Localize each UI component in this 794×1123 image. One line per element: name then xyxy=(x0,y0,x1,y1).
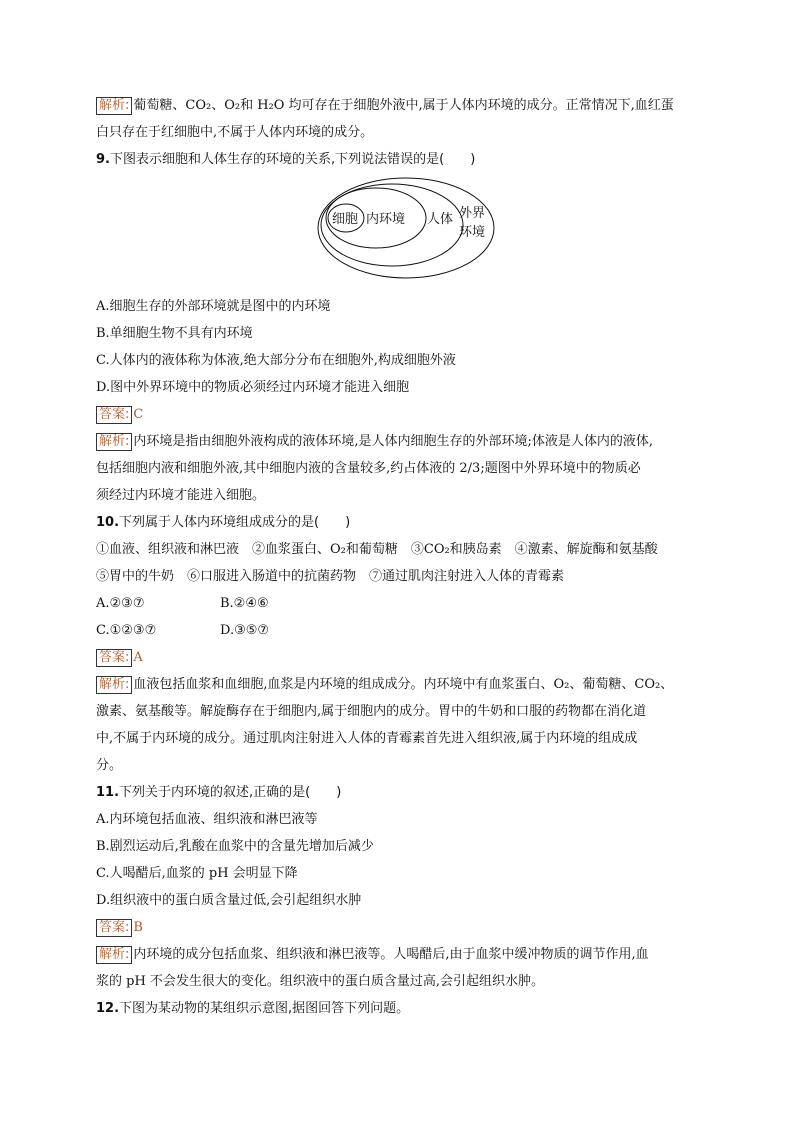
q9-analysis-line-3: 须经过内环境才能进入细胞。 xyxy=(96,488,266,503)
analysis-label: 解析: xyxy=(96,97,132,115)
document-page xyxy=(96,92,708,1022)
q10-options-row-2 xyxy=(96,617,708,644)
q11-option-b: B.剧烈运动后,乳酸在血浆中的含量先增加后减少 xyxy=(96,839,374,854)
q10-stem: 10.下列属于人体内环境组成成分的是( ) xyxy=(96,515,351,530)
q11-option-a: A.内环境包括血液、组织液和淋巴液等 xyxy=(96,812,318,827)
q10-analysis-line-3: 中,不属于内环境的成分。通过肌肉注射进入人体的青霉素首先进入组织液,属于内环境的组成成 xyxy=(96,731,638,746)
q11-stem: 11.下列关于内环境的叙述,正确的是( ) xyxy=(96,785,342,800)
q9-option-c: C.人体内的液体称为体液,绝大部分分布在细胞外,构成细胞外液 xyxy=(96,353,456,368)
q10-items-line-1: ①血液、组织液和淋巴液 ②血浆蛋白、O₂和葡萄糖 ③CO₂和胰岛素 ④激素、解旋酶和氨基酸 xyxy=(96,542,658,557)
q12-stem: 12.下图为某动物的某组织示意图,据图回答下列问题。 xyxy=(96,1001,410,1016)
q11-answer: 答案: B xyxy=(96,914,708,941)
q9-option-b: B.单细胞生物不具有内环境 xyxy=(96,326,253,341)
q10-option-d: D.③⑤⑦ xyxy=(220,623,270,638)
q10-answer: 答案: A xyxy=(96,644,708,671)
question-number: 12. xyxy=(96,1001,120,1016)
q10-options-row-1 xyxy=(96,590,708,617)
q11-option-d: D.组织液中的蛋白质含量过低,会引起组织水肿 xyxy=(96,893,362,908)
q11-analysis-line-1: 解析: 内环境的成分包括血浆、组织液和淋巴液等。人喝醋后,由于血浆中缓冲物质的调节作用,血 xyxy=(96,941,708,968)
q9-nested-ellipse-diagram xyxy=(96,173,708,293)
q9-analysis-line-2: 包括细胞内液和细胞外液,其中细胞内液的含量较多,约占体液的 2/3;题图中外界环境中的物质必 xyxy=(96,461,641,476)
label-external-2: 环境 xyxy=(459,225,486,240)
label-internal-environment: 内环境 xyxy=(366,212,406,227)
analysis-label: 解析: xyxy=(96,433,132,451)
q10-analysis-line-2: 激素、氨基酸等。解旋酶存在于细胞内,属于细胞内的成分。胃中的牛奶和口服的药物都在消化道 xyxy=(96,704,647,719)
analysis-label: 解析: xyxy=(96,946,132,964)
q8-analysis-line-2: 白只存在于红细胞中,不属于人体内环境的成分。 xyxy=(96,125,374,140)
label-cell: 细胞 xyxy=(332,212,359,227)
answer-label: 答案: xyxy=(96,406,132,424)
q9-option-a: A.细胞生存的外部环境就是图中的内环境 xyxy=(96,299,331,314)
label-human-body: 人体 xyxy=(427,212,454,227)
answer-label: 答案: xyxy=(96,649,132,667)
label-external-1: 外界 xyxy=(459,206,486,221)
q11-option-c: C.人喝醋后,血浆的 pH 会明显下降 xyxy=(96,866,298,881)
q10-items-line-2: ⑤胃中的牛奶 ⑥口服进入肠道中的抗菌药物 ⑦通过肌肉注射进入人体的青霉素 xyxy=(96,569,565,584)
q8-analysis-line-1: 解析: 葡萄糖、CO₂、O₂和 H₂O 均可存在于细胞外液中,属于人体内环境的成分。正常情况下,血红蛋 xyxy=(96,92,708,119)
q11-analysis-line-2: 浆的 pH 不会发生很大的变化。组织液中的蛋白质含量过高,会引起组织水肿。 xyxy=(96,974,545,989)
question-number: 11. xyxy=(96,785,120,800)
q9-answer: 答案: C xyxy=(96,401,708,428)
q10-analysis-line-1: 解析: 血液包括血浆和血细胞,血浆是内环境的组成成分。内环境中有血浆蛋白、O₂、葡萄糖、CO₂、 xyxy=(96,671,708,698)
q10-option-a: A.②③⑦ xyxy=(96,596,145,611)
q9-option-d: D.图中外界环境中的物质必须经过内环境才能进入细胞 xyxy=(96,380,410,395)
answer-label: 答案: xyxy=(96,919,132,937)
q9-analysis-line-1: 解析: 内环境是指由细胞外液构成的液体环境,是人体内细胞生存的外部环境;体液是人体内的液体, xyxy=(96,428,708,455)
question-number: 9. xyxy=(96,152,110,167)
q10-option-c: C.①②③⑦ xyxy=(96,623,157,638)
q10-analysis-line-4: 分。 xyxy=(96,758,123,773)
q10-option-b: B.②④⑥ xyxy=(220,596,269,611)
question-number: 10. xyxy=(96,515,120,530)
q9-stem: 9.下图表示细胞和人体生存的环境的关系,下列说法错误的是( ) xyxy=(96,152,476,167)
analysis-label: 解析: xyxy=(96,676,132,694)
